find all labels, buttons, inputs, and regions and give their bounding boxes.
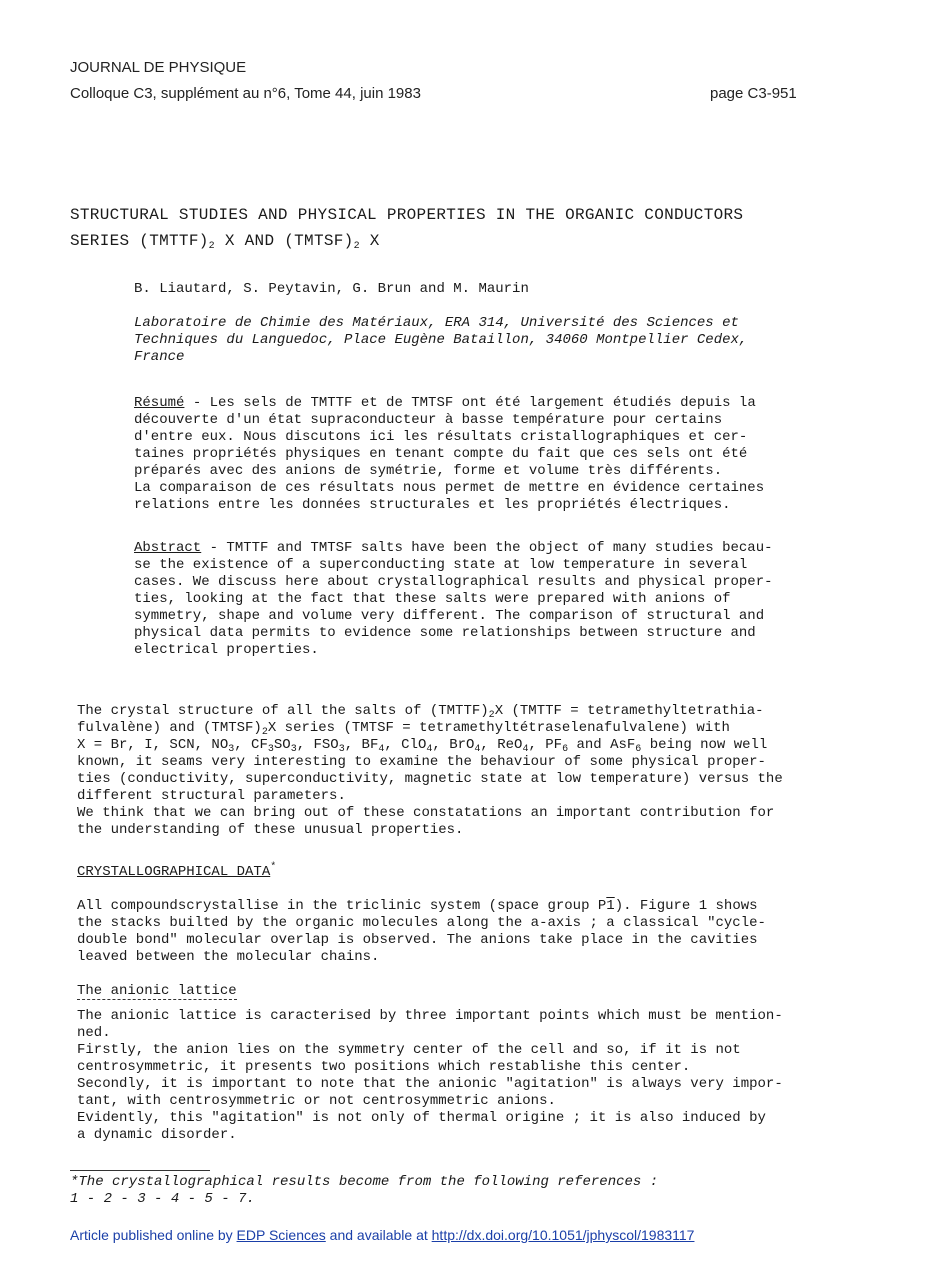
text: being now well (641, 737, 768, 753)
resume-text: - Les sels de TMTTF et de TMTSF ont été largement étudiés depuis la (184, 395, 756, 411)
abstract-line: symmetry, shape and volume very different. The comparison of structural and (134, 608, 765, 624)
subscript: 4 (426, 744, 433, 755)
footnote-marker: * (270, 862, 277, 873)
affiliation-line: Laboratoire de Chimie des Matériaux, ERA 314, Université des Sciences et (134, 315, 739, 331)
body-line: Evidently, this "agitation" is not only of thermal origine ; it is also induced by (77, 1110, 766, 1126)
text: SO (273, 737, 291, 753)
abstract-line: physical data permits to evidence some relationships between structure and (134, 625, 756, 641)
issue-info: Colloque C3, supplément au n°6, Tome 44, juin 1983 (70, 85, 421, 102)
body-line: double bond" molecular overlap is observed. The anions take place in the cavities (77, 932, 758, 948)
abstract-label: Abstract (134, 540, 202, 556)
footnote-line: 1 - 2 - 3 - 4 - 5 - 7. (70, 1191, 255, 1207)
publisher-footer (70, 1227, 694, 1243)
resume-line: découverte d'un état supraconducteur à basse température pour certains (134, 412, 723, 428)
abstract-line (134, 540, 773, 557)
subscript: 4 (474, 744, 481, 755)
subscript: 3 (267, 744, 274, 755)
text: , ClO (384, 737, 427, 753)
text: X series (TMTSF = tetramethyltétraselenafulvalene) with (267, 720, 730, 736)
text: X (TMTTF = tetramethyltetrathia- (494, 703, 764, 719)
anionic-lattice-paragraph (77, 1008, 783, 1144)
title-part: SERIES (TMTTF) (70, 232, 209, 250)
footnote-rule (70, 1170, 210, 1171)
intro-line: known, it seams very interesting to examine the behaviour of some physical proper- (77, 754, 766, 770)
subscript: 2 (488, 710, 495, 721)
authors: B. Liautard, S. Peytavin, G. Brun and M. Maurin (134, 281, 529, 297)
body-line: Firstly, the anion lies on the symmetry center of the cell and so, if it is not (77, 1042, 741, 1058)
subscript: 3 (290, 744, 297, 755)
text: fulvalène) and (TMTSF) (77, 720, 262, 736)
affiliation (134, 315, 747, 366)
text: ). Figure 1 shows (614, 898, 758, 914)
intro-line: We think that we can bring out of these constatations an important contribution for (77, 805, 775, 821)
footer-text: Article published online by (70, 1227, 237, 1243)
subscript: 2 (208, 241, 215, 252)
intro-line (77, 720, 783, 737)
text: , CF (234, 737, 268, 753)
text: 1 (606, 898, 615, 914)
journal-name: JOURNAL DE PHYSIQUE (70, 59, 247, 76)
affiliation-line: Techniques du Languedoc, Place Eugène Bataillon, 34060 Montpellier Cedex, (134, 332, 748, 348)
text: , ReO (480, 737, 523, 753)
abstract-text: - TMTTF and TMTSF salts have been the object of many studies becau- (201, 540, 773, 556)
subscript: 3 (228, 744, 235, 755)
title-line-2 (70, 228, 743, 254)
body-line: The anionic lattice is caracterised by three important points which must be mention- (77, 1008, 783, 1024)
text: , PF (528, 737, 563, 753)
body-line: a dynamic disorder. (77, 1127, 237, 1143)
resume-label: Résumé (134, 395, 185, 411)
doi-link[interactable]: http://dx.doi.org/10.1051/jphyscol/1983117 (431, 1227, 695, 1243)
subscript: 4 (378, 744, 385, 755)
resume-line: La comparaison de ces résultats nous permet de mettre en évidence certaines (134, 480, 765, 496)
body-line: Secondly, it is important to note that the anionic "agitation" is always very impor- (77, 1076, 783, 1092)
abstract-block (134, 540, 773, 659)
heading-text: CRYSTALLOGRAPHICAL DATA (77, 864, 271, 880)
body-line: tant, with centrosymmetric or not centrosymmetric anions. (77, 1093, 556, 1109)
section-heading-crystallographical (77, 864, 276, 881)
abstract-line: cases. We discuss here about crystallographical results and physical proper- (134, 574, 773, 590)
text: , BrO (432, 737, 475, 753)
page-number: page C3-951 (710, 85, 797, 102)
edp-sciences-link[interactable]: EDP Sciences (236, 1227, 326, 1243)
crystallographical-paragraph (77, 898, 766, 966)
text: The crystal structure of all the salts of (TMTTF) (77, 703, 489, 719)
text: All compoundscrystallise in the triclinic system (space group P (77, 898, 607, 914)
title-part: X AND (TMTSF) (214, 232, 354, 250)
abstract-line: se the existence of a superconducting state at low temperature in several (134, 557, 748, 573)
subscript: 6 (562, 744, 569, 755)
subscript: 4 (522, 744, 529, 755)
body-line (77, 898, 766, 915)
resume-line (134, 395, 764, 412)
footer-text: and available at (325, 1227, 432, 1243)
intro-line (77, 737, 783, 754)
resume-block (134, 395, 764, 514)
resume-line: préparés avec des anions de symétrie, forme et volume très différents. (134, 463, 723, 479)
resume-line: d'entre eux. Nous discutons ici les résultats cristallographiques et cer- (134, 429, 748, 445)
subscript: 2 (261, 727, 268, 738)
body-line: the stacks builted by the organic molecules along the a-axis ; a classical "cycle- (77, 915, 766, 931)
body-line: centrosymmetric, it presents two positions which restablishe this center. (77, 1059, 691, 1075)
abstract-line: electrical properties. (134, 642, 319, 658)
abstract-line: ties, looking at the fact that these salts were prepared with anions of (134, 591, 731, 607)
text: X = Br, I, SCN, NO (77, 737, 229, 753)
intro-paragraph (77, 703, 783, 839)
affiliation-line: France (134, 349, 185, 365)
body-line: leaved between the molecular chains. (77, 949, 380, 965)
footnote-line: *The crystallographical results become from the following references : (70, 1174, 659, 1190)
text: , BF (344, 737, 379, 753)
body-line: ned. (77, 1025, 111, 1041)
paper-title (70, 202, 743, 254)
title-line-1: STRUCTURAL STUDIES AND PHYSICAL PROPERTIES IN THE ORGANIC CONDUCTORS (70, 206, 744, 224)
text: and AsF (568, 737, 636, 753)
subscript: 6 (635, 744, 642, 755)
heading-text: The anionic lattice (77, 983, 237, 999)
intro-line (77, 703, 783, 720)
intro-line: different structural parameters. (77, 788, 346, 804)
resume-line: relations entre les données structurales et les propriétés électriques. (134, 497, 731, 513)
subscript: 2 (353, 241, 360, 252)
section-heading-anionic-lattice (77, 983, 237, 1000)
subscript: 3 (338, 744, 345, 755)
intro-line: the understanding of these unusual properties. (77, 822, 464, 838)
resume-line: taines propriétés physiques en tenant compte du fait que ces sels ont été (134, 446, 748, 462)
text: , FSO (296, 737, 339, 753)
intro-line: ties (conductivity, superconductivity, magnetic state at low temperature) versus the (77, 771, 783, 787)
footnote (70, 1174, 658, 1208)
title-part: X (359, 232, 380, 250)
